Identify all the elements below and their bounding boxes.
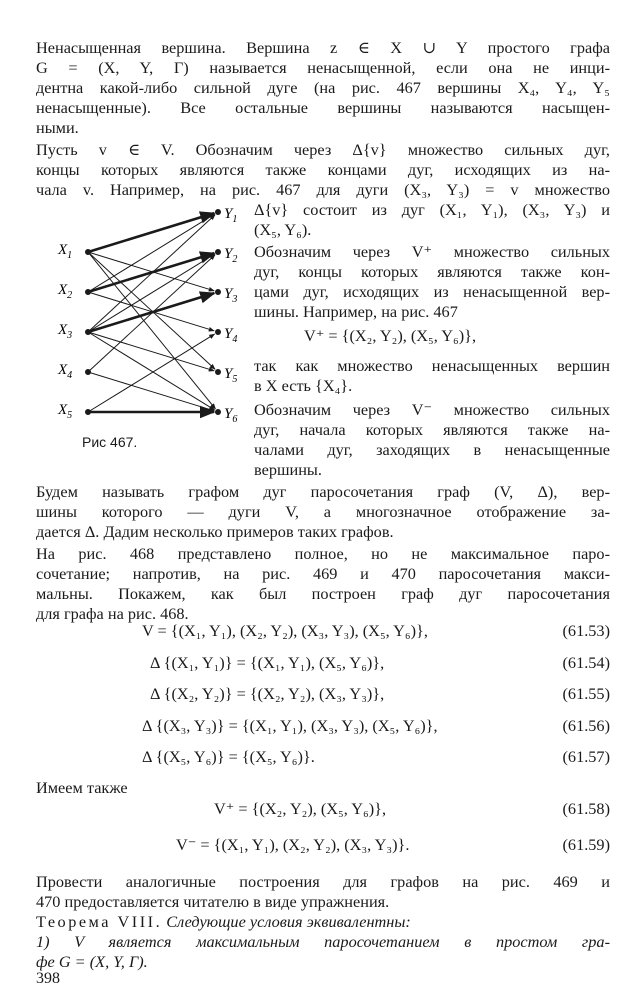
equation-number-61-54: (61.54)	[562, 653, 610, 672]
left-vertex	[85, 289, 91, 295]
right-vertex	[215, 369, 221, 375]
para3-line4: шины. Например, на рис. 467	[254, 302, 458, 321]
left-vertex-label: $X_3$	[58, 322, 73, 341]
para1-line2: G = (X, Y, Γ) называется ненасыщенной, если она не инци-	[36, 58, 610, 77]
edge	[88, 214, 215, 292]
para5-line2: дуг, начала которых являются также на-	[254, 420, 610, 439]
left-vertex-label: $X_4$	[58, 362, 73, 381]
equation-number-61-59: (61.59)	[562, 835, 610, 854]
para2-line3: чала v. Например, на рис. 467 для дуги (X₃, Y₃) = v множество	[36, 180, 610, 199]
equation-number-61-55: (61.55)	[562, 684, 610, 703]
left-vertex	[85, 329, 91, 335]
para2-line2: концы которых являются также концами дуг, исходящих из на-	[36, 160, 610, 179]
para1-line5: ными.	[36, 118, 79, 137]
left-vertex-label: $X_1$	[58, 242, 73, 261]
para5-line1: Обозначим через V⁻ множество сильных	[254, 400, 610, 419]
equation-61-53: V = {(X₁, Y₁), (X₂, Y₂), (X₃, Y₃), (X₅, Y₆)},	[142, 621, 428, 640]
para1-line1: Ненасыщенная вершина. Вершина z ∈ X ∪ Y простого графа	[36, 38, 610, 57]
para6-line3: дается Δ. Дадим несколько примеров таких графов.	[36, 522, 394, 541]
left-vertex-label: $X_2$	[58, 282, 73, 301]
para8-line1: Провести аналогичные построения для графов на рис. 469 и	[36, 872, 610, 891]
item1-line2: фе G = (X, Y, Γ).	[36, 952, 148, 971]
equation-61-56: Δ {(X₃, Y₃)} = {(X₁, Y₁), (X₃, Y₃), (X₅, Y₆)},	[142, 716, 438, 735]
equation-number-61-53: (61.53)	[562, 621, 610, 640]
para3-line3: цами дуг, исходящих из ненасыщенной вер-	[254, 282, 610, 301]
edge	[88, 372, 214, 411]
para1-line3: дентна какой-либо сильной дуге (на рис. 467 вершины X₄, Y₄, Y₅	[36, 78, 610, 97]
right-vertex	[215, 409, 221, 415]
equation-61-58: V⁺ = {(X₂, Y₂), (X₅, Y₆)},	[214, 799, 387, 818]
theorem-line	[36, 912, 411, 932]
para2-line1: Пусть v ∈ V. Обозначим через Δ{v} множество сильных дуг,	[36, 140, 610, 159]
vplus-equation: V⁺ = {(X₂, Y₂), (X₅, Y₆)},	[304, 326, 477, 345]
edge	[88, 332, 215, 410]
right-vertex-label: $Y_5$	[224, 366, 238, 385]
left-vertex	[85, 369, 91, 375]
right-vertex-label: $Y_2$	[224, 246, 238, 265]
right-vertex-label: $Y_4$	[224, 326, 238, 345]
equation-61-55: Δ {(X₂, Y₂)} = {(X₂, Y₂), (X₃, Y₃)},	[150, 684, 385, 703]
para5-line4: вершины.	[254, 460, 322, 479]
also-line: Имеем также	[36, 778, 128, 797]
right-vertex-label: $Y_1$	[224, 206, 238, 225]
left-vertex	[85, 409, 91, 415]
para8-line2: 470 предоставляется читателю в виде упражнения.	[36, 892, 390, 911]
left-vertex-label: $X_5$	[58, 402, 73, 421]
figure-caption: Рис 467.	[82, 434, 138, 450]
para2-line5: (X₅, Y₆).	[254, 220, 312, 239]
edge	[88, 252, 215, 409]
page-number: 398	[36, 970, 60, 987]
para6-line2: шины которого — дуги V, а многозначное отображение за-	[36, 502, 610, 521]
para7-line1: На рис. 468 представлено полное, но не максимальное паро-	[36, 544, 610, 563]
equation-61-59: V⁻ = {(X₁, Y₁), (X₂, Y₂), (X₃, Y₃)}.	[176, 835, 410, 854]
right-vertex	[215, 209, 221, 215]
edge	[88, 334, 215, 412]
strong-edge	[88, 293, 214, 332]
bipartite-graph-figure	[40, 200, 240, 430]
theorem-statement: Следующие условия эквивалентны:	[166, 912, 411, 931]
right-vertex-label: $Y_3$	[224, 286, 238, 305]
para4-line1: так как множество ненасыщенных вершин	[254, 356, 610, 375]
para3-line2: дуг, концы которых являются также кон-	[254, 262, 610, 281]
edge	[88, 254, 215, 332]
item1-line1: 1) V является максимальным паросочетанием в простом гра-	[36, 932, 610, 951]
para7-line4: для графа на рис. 468.	[36, 604, 189, 623]
left-vertex	[85, 249, 91, 255]
theorem-heading: Теорема VIII.	[36, 912, 163, 931]
equation-number-61-57: (61.57)	[562, 747, 610, 766]
para4-line2: в X есть {X₄}.	[254, 376, 353, 395]
para7-line2: сочетание; напротив, на рис. 469 и 470 паросочетания макси-	[36, 564, 610, 583]
para6-line1: Будем называть графом дуг паросочетания граф (V, Δ), вер-	[36, 482, 610, 501]
equation-61-54: Δ {(X₁, Y₁)} = {(X₁, Y₁), (X₅, Y₆)},	[150, 653, 385, 672]
para7-line3: мальны. Покажем, как был построен граф дуг паросочетания	[36, 584, 610, 603]
para2-line4: Δ{v} состоит из дуг (X₁, Y₁), (X₃, Y₃) и	[254, 200, 610, 219]
equation-61-57: Δ {(X₅, Y₆)} = {(X₅, Y₆)}.	[142, 747, 315, 766]
para1-line4: ненасыщенные). Все остальные вершины называются насыщен-	[36, 98, 610, 117]
para5-line3: чалами дуг, заходящих в ненасыщенные	[254, 440, 610, 459]
right-vertex	[215, 289, 221, 295]
equation-number-61-58: (61.58)	[562, 799, 610, 818]
right-vertex	[215, 249, 221, 255]
right-vertex	[215, 329, 221, 335]
equation-number-61-56: (61.56)	[562, 716, 610, 735]
right-vertex-label: $Y_6$	[224, 406, 238, 425]
para3-line1: Обозначим через V⁺ множество сильных	[254, 242, 610, 261]
